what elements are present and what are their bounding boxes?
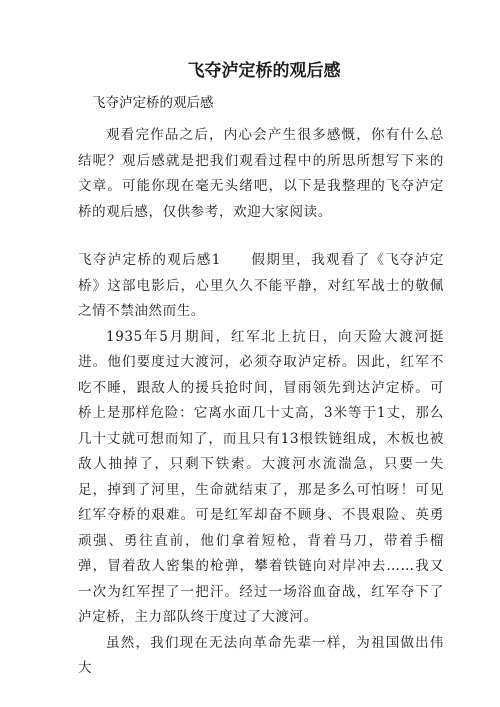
body-paragraph-1: 飞夺泸定桥的观后感1 假期里，我观看了《飞夺泸定桥》这部电影后，心里久久不能平静，对红军战士的敬佩之情不禁油然而生。 (78, 252, 444, 319)
page-title: 飞夺泸定桥的观后感 (187, 61, 341, 81)
body-paragraph-2: 1935年5月期间，红军北上抗日，向天险大渡河挺进。他们要度过大渡河，必须夺取泸定桥。因此，红军不吃不睡，跟敌人的援兵抢时间，冒雨领先到达泸定桥。可桥上是那样危险：它离水面几十丈高，3米等于1丈，那么几十丈就可想而知了，而且只有13根铁链组成，木板也被敌人抽掉了，只剩下铁索。大渡河水流湍急，只要一失足，掉到了河里，生命就结束了，那是多么可怕呀！可见红军夺桥的艰难。可是红军却奋不顾身、不畏艰险、英勇顽强、勇往直前，他们拿着短枪，背着马刀，带着手榴弹，冒着敌人密集的枪弹，攀着铁链向对岸冲去……我又一次为红军捏了一把汗。经过一场浴血奋战，红军夺下了泸定桥，主力部队终于度过了大渡河。 (78, 328, 444, 625)
intro-paragraph: 观看完作品之后，内心会产生很多感慨，你有什么总结呢？观后感就是把我们观看过程中的所思所想写下来的文章。可能你现在毫无头绪吧，以下是我整理的飞夺泸定桥的观后感，仅供参考，欢迎大家阅读。 (78, 127, 444, 220)
page-subtitle: 飞夺泸定桥的观后感 (92, 95, 214, 111)
section-gap (78, 225, 444, 248)
body-paragraph-3: 虽然，我们现在无法向革命先辈一样，为祖国做出伟大 (78, 634, 444, 676)
